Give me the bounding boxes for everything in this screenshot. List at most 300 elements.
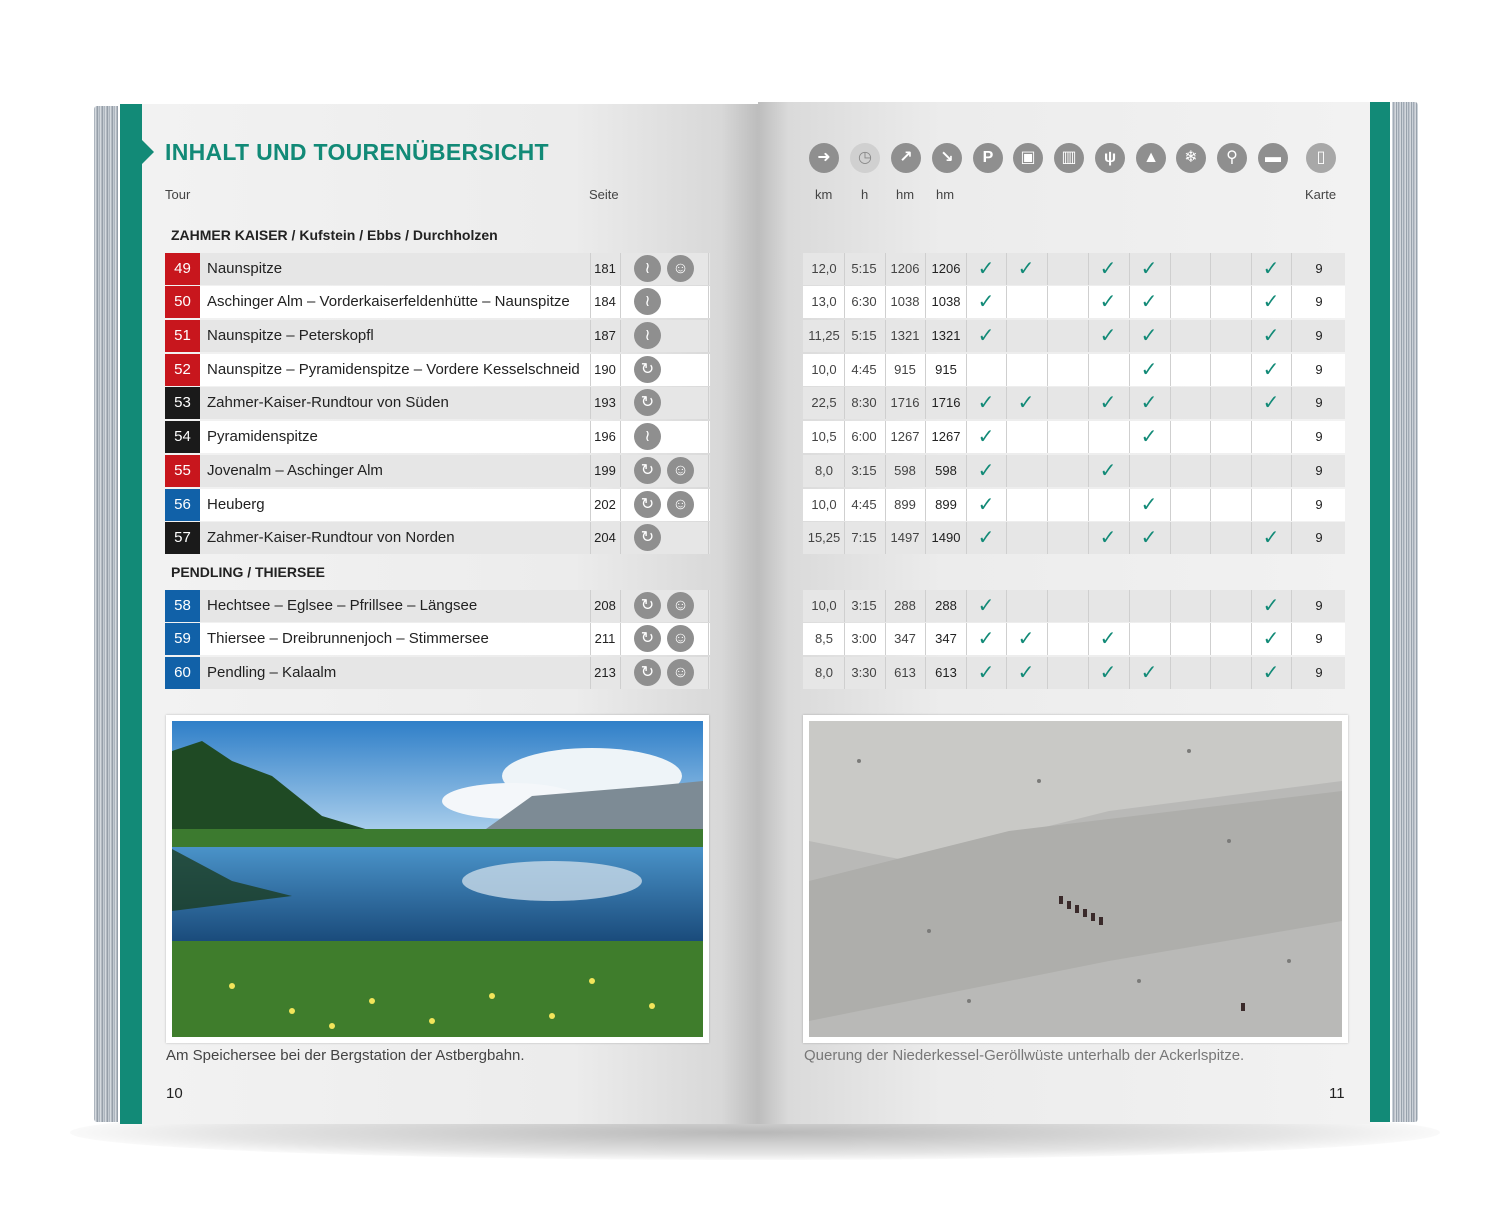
column-divider (1006, 522, 1007, 554)
map-icon: ▯ (1306, 143, 1336, 173)
cell-hmu: 1267 (890, 429, 920, 444)
column-divider (844, 253, 845, 285)
column-divider (708, 623, 709, 655)
column-divider (1047, 320, 1048, 352)
column-divider (1047, 623, 1048, 655)
tour-name: Heuberg (207, 496, 265, 513)
column-divider (1210, 455, 1211, 487)
tour-page: 208 (594, 598, 616, 613)
column-divider (925, 657, 926, 689)
column-divider (620, 421, 621, 453)
cell-h: 8:30 (851, 395, 877, 410)
cell-hmu: 347 (894, 631, 916, 646)
photo-right-caption: Querung der Niederkessel-Geröllwüste unterhalb der Ackerlspitze. (804, 1047, 1245, 1064)
column-divider (1047, 286, 1048, 318)
column-divider (1291, 623, 1292, 655)
column-divider (620, 522, 621, 554)
column-divider (1291, 455, 1292, 487)
check-icon: ✓ (1140, 359, 1158, 381)
cell-km: 13,0 (811, 294, 837, 309)
column-divider (708, 253, 709, 285)
column-divider (590, 489, 591, 521)
column-divider (1047, 522, 1048, 554)
column-divider (620, 623, 621, 655)
cell-hmd: 1321 (931, 328, 961, 343)
cell-karte: 9 (1315, 598, 1323, 613)
col-header-hm-down: hm (936, 187, 955, 202)
tour-number: 49 (165, 253, 200, 285)
ascent-arrow-icon: ↗ (891, 143, 921, 173)
column-divider (844, 354, 845, 386)
loop-route-icon: ↻ (634, 524, 661, 551)
column-divider (844, 421, 845, 453)
col-header-hm-up: hm (896, 187, 915, 202)
check-icon: ✓ (1262, 325, 1280, 347)
check-icon: ✓ (1017, 662, 1035, 684)
cell-h: 3:15 (851, 598, 877, 613)
column-divider (1291, 253, 1292, 285)
tour-number: 50 (165, 286, 200, 318)
tour-number: 52 (165, 354, 200, 386)
column-divider (1170, 286, 1171, 318)
tour-name: Aschinger Alm – Vorderkaiserfeldenhütte – Naunspitze (207, 293, 570, 310)
column-divider (1210, 320, 1211, 352)
column-divider (620, 387, 621, 419)
check-icon: ✓ (977, 291, 995, 313)
column-divider (1210, 387, 1211, 419)
column-divider (885, 253, 886, 285)
check-icon: ✓ (1262, 662, 1280, 684)
column-divider (590, 522, 591, 554)
cover-band-right (1370, 102, 1390, 1122)
section-title: ZAHMER KAISER / Kufstein / Ebbs / Durchholzen (171, 227, 498, 243)
column-divider (1291, 286, 1292, 318)
column-divider (590, 320, 591, 352)
column-divider (708, 455, 709, 487)
check-icon: ✓ (977, 662, 995, 684)
tour-page: 181 (594, 261, 616, 276)
tour-number: 55 (165, 455, 200, 487)
cell-hmu: 1206 (890, 261, 920, 276)
check-icon: ✓ (1140, 662, 1158, 684)
tour-page: 196 (594, 429, 616, 444)
column-divider (1291, 354, 1292, 386)
tour-name: Pendling – Kalaalm (207, 664, 337, 681)
column-divider (1088, 421, 1089, 453)
check-icon: ✓ (1099, 258, 1117, 280)
cell-h: 5:15 (851, 328, 877, 343)
column-divider (1170, 354, 1171, 386)
cell-hmu: 288 (894, 598, 916, 613)
column-divider (885, 387, 886, 419)
clock-icon: ◷ (850, 143, 880, 173)
column-divider (925, 387, 926, 419)
cell-hmd: 613 (935, 665, 957, 680)
cell-km: 15,25 (807, 530, 841, 545)
column-divider (844, 455, 845, 487)
tour-page: 187 (594, 328, 616, 343)
column-divider (1170, 623, 1171, 655)
cell-h: 5:15 (851, 261, 877, 276)
column-divider (620, 489, 621, 521)
tour-number: 51 (165, 320, 200, 352)
check-icon: ✓ (1262, 291, 1280, 313)
check-icon: ✓ (977, 628, 995, 650)
column-divider (885, 522, 886, 554)
column-divider (925, 623, 926, 655)
family-bear-icon: ☺ (667, 625, 694, 652)
family-bear-icon: ☺ (667, 491, 694, 518)
column-divider (925, 489, 926, 521)
bed-icon: ▬ (1258, 143, 1288, 173)
col-header-h: h (861, 187, 869, 202)
cell-km: 8,0 (814, 665, 834, 680)
cover-band-left (120, 104, 142, 1124)
page-number-left: 10 (166, 1085, 183, 1102)
cell-hmd: 1490 (931, 530, 961, 545)
page-number-right: 11 (1329, 1085, 1345, 1102)
column-divider (925, 421, 926, 453)
column-divider (885, 320, 886, 352)
column-divider (708, 489, 709, 521)
column-divider (1210, 354, 1211, 386)
column-divider (925, 286, 926, 318)
check-icon: ✓ (1099, 662, 1117, 684)
column-divider (620, 590, 621, 622)
cell-hmd: 347 (935, 631, 957, 646)
column-divider (925, 455, 926, 487)
column-divider (844, 522, 845, 554)
tour-number: 54 (165, 421, 200, 453)
check-icon: ✓ (1262, 628, 1280, 650)
bicycle-icon: ⚲ (1217, 143, 1247, 173)
column-divider (1006, 421, 1007, 453)
photo-right-frame (803, 715, 1348, 1043)
tour-number: 57 (165, 522, 200, 554)
cell-hmu: 613 (894, 665, 916, 680)
cell-hmu: 1038 (890, 294, 920, 309)
column-divider (1129, 623, 1130, 655)
check-icon: ✓ (977, 426, 995, 448)
cell-karte: 9 (1315, 294, 1323, 309)
column-divider (590, 387, 591, 419)
cell-km: 22,5 (811, 395, 837, 410)
check-icon: ✓ (977, 325, 995, 347)
check-icon: ✓ (1262, 359, 1280, 381)
column-divider (1047, 253, 1048, 285)
cell-km: 10,0 (811, 598, 837, 613)
column-divider (620, 354, 621, 386)
column-divider (708, 421, 709, 453)
cell-h: 6:30 (851, 294, 877, 309)
check-icon: ✓ (1099, 392, 1117, 414)
column-divider (620, 657, 621, 689)
column-divider (925, 522, 926, 554)
check-icon: ✓ (1262, 595, 1280, 617)
column-divider (844, 623, 845, 655)
cell-hmd: 288 (935, 598, 957, 613)
column-divider (708, 286, 709, 318)
column-divider (844, 657, 845, 689)
cell-hmu: 1716 (890, 395, 920, 410)
ascent-route-icon: ≀ (634, 288, 661, 315)
column-divider (708, 657, 709, 689)
column-divider (1251, 421, 1252, 453)
column-divider (1210, 657, 1211, 689)
tour-number: 53 (165, 387, 200, 419)
check-icon: ✓ (1140, 527, 1158, 549)
column-divider (1210, 623, 1211, 655)
column-divider (1291, 421, 1292, 453)
column-divider (925, 320, 926, 352)
column-divider (590, 623, 591, 655)
check-icon: ✓ (1017, 392, 1035, 414)
page-edges-left (94, 106, 118, 1122)
tour-page: 211 (594, 631, 616, 646)
column-divider (1006, 354, 1007, 386)
cell-karte: 9 (1315, 429, 1323, 444)
column-divider (1170, 387, 1171, 419)
section-title: PENDLING / THIERSEE (171, 564, 326, 580)
column-divider (620, 286, 621, 318)
tour-number: 56 (165, 489, 200, 521)
column-divider (1291, 522, 1292, 554)
check-icon: ✓ (1017, 628, 1035, 650)
ascent-route-icon: ≀ (634, 322, 661, 349)
column-divider (1170, 253, 1171, 285)
cell-km: 10,5 (811, 429, 837, 444)
column-divider (885, 657, 886, 689)
column-divider (1170, 590, 1171, 622)
check-icon: ✓ (1099, 628, 1117, 650)
check-icon: ✓ (1262, 258, 1280, 280)
descent-arrow-icon: ↘ (932, 143, 962, 173)
cell-hmd: 915 (935, 362, 957, 377)
check-icon: ✓ (1099, 325, 1117, 347)
column-divider (1088, 489, 1089, 521)
tour-name: Naunspitze (207, 260, 283, 277)
column-divider (1006, 320, 1007, 352)
cable-car-icon: ▥ (1054, 143, 1084, 173)
tour-name: Naunspitze – Peterskopfl (207, 327, 374, 344)
photo-left-caption: Am Speichersee bei der Bergstation der Astbergbahn. (166, 1047, 525, 1064)
page-title: INHALT UND TOURENÜBERSICHT (165, 139, 549, 165)
cell-h: 7:15 (851, 530, 877, 545)
check-icon: ✓ (977, 494, 995, 516)
loop-route-icon: ↻ (634, 491, 661, 518)
parking-icon: P (973, 143, 1003, 173)
column-divider (925, 590, 926, 622)
check-icon: ✓ (1262, 527, 1280, 549)
column-divider (844, 320, 845, 352)
tour-page: 199 (594, 463, 616, 478)
column-divider (1291, 489, 1292, 521)
check-icon: ✓ (1099, 291, 1117, 313)
restaurant-icon: ψ (1095, 143, 1125, 173)
cell-hmd: 1206 (931, 261, 961, 276)
column-divider (1170, 657, 1171, 689)
column-divider (1210, 522, 1211, 554)
column-divider (844, 286, 845, 318)
column-divider (1047, 354, 1048, 386)
column-divider (1006, 455, 1007, 487)
cell-h: 3:00 (851, 631, 877, 646)
column-divider (590, 421, 591, 453)
check-icon: ✓ (1017, 258, 1035, 280)
cell-km: 8,0 (814, 463, 834, 478)
column-divider (844, 387, 845, 419)
cell-hmu: 598 (894, 463, 916, 478)
col-header-seite: Seite (589, 187, 619, 202)
cell-karte: 9 (1315, 530, 1323, 545)
column-divider (885, 354, 886, 386)
column-divider (1251, 489, 1252, 521)
check-icon: ✓ (1140, 325, 1158, 347)
tour-page: 202 (594, 497, 616, 512)
cell-hmu: 1321 (890, 328, 920, 343)
column-divider (1170, 421, 1171, 453)
column-divider (1047, 387, 1048, 419)
column-divider (1047, 455, 1048, 487)
column-divider (590, 590, 591, 622)
cell-karte: 9 (1315, 665, 1323, 680)
col-header-tour: Tour (165, 187, 191, 202)
photo-lake-image (172, 721, 703, 1037)
column-divider (1170, 489, 1171, 521)
cell-km: 11,25 (808, 328, 840, 343)
column-divider (1047, 421, 1048, 453)
tour-page: 193 (594, 395, 616, 410)
winter-snowflake-icon: ❄ (1176, 143, 1206, 173)
column-divider (620, 253, 621, 285)
column-divider (1170, 320, 1171, 352)
loop-route-icon: ↻ (634, 389, 661, 416)
family-bear-icon: ☺ (667, 255, 694, 282)
column-divider (966, 354, 967, 386)
column-divider (1210, 590, 1211, 622)
cell-km: 10,0 (811, 497, 837, 512)
check-icon: ✓ (1099, 527, 1117, 549)
column-divider (1170, 455, 1171, 487)
column-divider (1047, 657, 1048, 689)
loop-route-icon: ↻ (634, 625, 661, 652)
check-icon: ✓ (977, 258, 995, 280)
column-divider (1291, 590, 1292, 622)
check-icon: ✓ (977, 527, 995, 549)
check-icon: ✓ (977, 460, 995, 482)
check-icon: ✓ (977, 595, 995, 617)
loop-route-icon: ↻ (634, 356, 661, 383)
column-divider (1210, 489, 1211, 521)
column-divider (708, 522, 709, 554)
cell-karte: 9 (1315, 497, 1323, 512)
column-divider (1047, 590, 1048, 622)
cell-km: 10,0 (811, 362, 837, 377)
check-icon: ✓ (1140, 258, 1158, 280)
mountain-peak-icon: ▲ (1136, 143, 1166, 173)
cell-hmd: 1038 (931, 294, 961, 309)
column-divider (1088, 590, 1089, 622)
cell-hmd: 1716 (931, 395, 961, 410)
column-divider (1129, 455, 1130, 487)
bus-icon: ▣ (1013, 143, 1043, 173)
tour-page: 213 (594, 665, 616, 680)
check-icon: ✓ (1262, 392, 1280, 414)
cell-h: 3:15 (851, 463, 877, 478)
check-icon: ✓ (1140, 426, 1158, 448)
cell-h: 4:45 (851, 362, 877, 377)
column-divider (844, 590, 845, 622)
cell-karte: 9 (1315, 463, 1323, 478)
column-divider (708, 320, 709, 352)
tour-number: 60 (165, 657, 200, 689)
column-divider (1047, 489, 1048, 521)
tour-name: Naunspitze – Pyramidenspitze – Vordere Kesselschneid (207, 361, 580, 378)
cell-km: 12,0 (811, 261, 837, 276)
title-marker-icon (142, 140, 154, 164)
tour-number: 59 (165, 623, 200, 655)
ascent-route-icon: ≀ (634, 255, 661, 282)
column-divider (590, 354, 591, 386)
cell-h: 6:00 (851, 429, 877, 444)
column-divider (590, 657, 591, 689)
tour-page: 204 (594, 530, 616, 545)
check-icon: ✓ (1140, 291, 1158, 313)
col-header-km: km (815, 187, 833, 202)
tour-number: 58 (165, 590, 200, 622)
loop-route-icon: ↻ (634, 457, 661, 484)
tour-name: Zahmer-Kaiser-Rundtour von Norden (207, 529, 455, 546)
column-divider (708, 354, 709, 386)
column-divider (885, 421, 886, 453)
column-divider (885, 286, 886, 318)
column-divider (1291, 657, 1292, 689)
col-header-karte: Karte (1305, 187, 1337, 202)
column-divider (590, 455, 591, 487)
column-divider (1129, 590, 1130, 622)
family-bear-icon: ☺ (667, 457, 694, 484)
column-divider (620, 455, 621, 487)
check-icon: ✓ (1140, 494, 1158, 516)
column-divider (1006, 590, 1007, 622)
loop-route-icon: ↻ (634, 659, 661, 686)
tour-name: Zahmer-Kaiser-Rundtour von Süden (207, 394, 449, 411)
cell-hmd: 598 (935, 463, 957, 478)
tour-name: Pyramidenspitze (207, 428, 318, 445)
cell-km: 8,5 (814, 631, 834, 646)
tour-name: Jovenalm – Aschinger Alm (207, 462, 383, 479)
tour-name: Hechtsee – Eglsee – Pfrillsee – Längsee (207, 597, 478, 614)
column-divider (1251, 455, 1252, 487)
family-bear-icon: ☺ (667, 659, 694, 686)
photo-scree-image (809, 721, 1342, 1037)
column-divider (885, 455, 886, 487)
column-divider (708, 387, 709, 419)
column-divider (1210, 253, 1211, 285)
column-divider (925, 354, 926, 386)
column-divider (1006, 286, 1007, 318)
page-edges-right (1392, 102, 1418, 1122)
signpost-icon: ➜ (809, 143, 839, 173)
column-divider (925, 253, 926, 285)
check-icon: ✓ (977, 392, 995, 414)
cell-h: 3:30 (851, 665, 877, 680)
ascent-route-icon: ≀ (634, 423, 661, 450)
cell-karte: 9 (1315, 395, 1323, 410)
tour-page: 184 (594, 294, 616, 309)
check-icon: ✓ (1140, 392, 1158, 414)
cell-hmd: 1267 (931, 429, 961, 444)
